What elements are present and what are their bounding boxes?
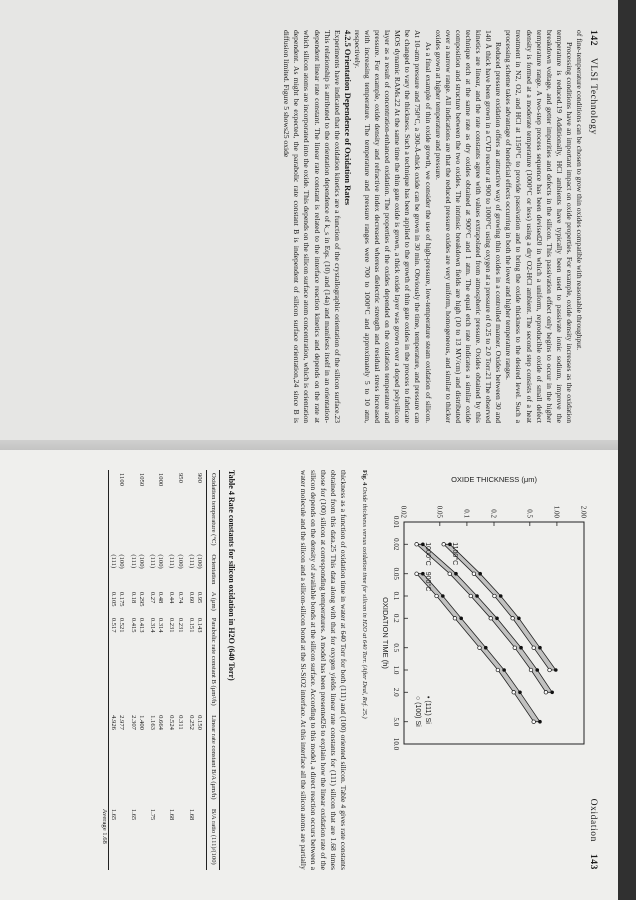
y-axis-label: OXIDE THICKNESS (μm) [451, 475, 537, 484]
table-header: Orientation [207, 551, 220, 588]
x-tick-label: 10.0 [392, 737, 400, 751]
table-cell: 0.175 [118, 591, 126, 607]
data-point-100 [472, 572, 476, 576]
data-point-111 [519, 646, 523, 650]
table-cell: (100) [118, 554, 126, 569]
data-point-100 [532, 646, 536, 650]
left-column-text [281, 30, 584, 423]
y-tick-label: 0.05 [435, 505, 444, 518]
table-cell: 1000 [157, 473, 165, 487]
data-point-100 [453, 616, 457, 620]
paragraph: of fine-temperature conditions can be chosen to grow thin oxides compatible with reasonable throughput. [575, 30, 584, 351]
table-cell: 0.44 [168, 591, 176, 604]
x-tick-label: 0.02 [392, 538, 400, 551]
table-cell: 0.521 [118, 617, 126, 633]
table-header: B/A ratio (111)/(100) [207, 806, 220, 870]
data-point-111 [554, 668, 558, 672]
table-cell [148, 470, 156, 551]
table-cell: 1050 [137, 473, 145, 487]
table-header-row [207, 470, 220, 870]
table-cell: (100) [176, 554, 184, 569]
table-cell: (100) [157, 554, 165, 569]
data-point-100 [489, 616, 493, 620]
table-cell: 2.307 [129, 715, 137, 730]
data-point-111 [518, 690, 522, 694]
right-running-title: Oxidation [588, 798, 598, 843]
x-axis-label: OXIDATION TIME (h) [381, 597, 390, 669]
data-point-111 [459, 616, 463, 620]
y-tick-label: 1.00 [552, 505, 561, 518]
y-tick-label: 0.2 [489, 509, 498, 518]
table-row [175, 470, 186, 870]
paragraph: Reduced pressure oxidation offers an attractive way of growing thin oxides in a controlled manner. Oxides between 30 and 140 Å thick have been grown in a CVD reactor at 900 to 1000°C using oxygen at a pressure of 0.25 to 2.0 Torr.21 The observed kinetics are linear, and the rate constants agree with values extrapolated from atmospheric pressure. Oxides obtained by this technique etch at the same rate as dry oxides obtained at 900°C and 1 atm. The equal etch rate indicates a similar oxide composition and structure between the two oxides. The intrinsic breakdown fields are high (10 to 13 MV/cm) and distributed over a narrow range. All indications are that the reduced pressure oxides are very uniform, homogeneous, and similar to thicker oxides grown at higher temperature and pressure. [433, 30, 504, 423]
x-tick-label: 0.5 [392, 643, 400, 653]
paragraph: thickness as a function of oxidation time in water at 640 Torr for both (111) and (100) oriented silicon. Table 4 gives rate constants obtained from this data.25 This data along with that for oxygen yields linear rate constants for (111) silicon that are 1.68 times those for (100) silicon at corresponding temperatures. A model has been presented26 to explain how the linear oxidation rate of the silicon depends on the density of available bonds at the silicon surface. According to this model, a direct reaction occurs between a water molecule and the silicon and a silicon-silicon bond at the Si-SiO2 interface. At this interface all the silicon atoms are partially [298, 470, 348, 870]
series-band [444, 544, 556, 670]
table-row [195, 470, 207, 870]
table-cell: 0.415 [129, 617, 137, 633]
table-cell [175, 806, 186, 870]
table-cell: 0.18 [129, 591, 137, 604]
data-point-111 [502, 668, 506, 672]
table-row [148, 470, 156, 870]
right-column-text [298, 470, 348, 870]
data-point-111 [538, 646, 542, 650]
table-cell: (111) [110, 554, 118, 569]
left-running-title: VLSI Technology [588, 57, 598, 135]
data-point-100 [548, 668, 552, 672]
data-point-111 [550, 690, 554, 694]
table-cell: 1.400 [137, 715, 145, 730]
table-cell [108, 470, 117, 551]
x-tick-label: 0.05 [392, 567, 400, 580]
right-running-head [588, 799, 598, 870]
table-cell: 1.75 [148, 808, 156, 821]
table-cell [167, 470, 175, 551]
table-cell: (111) [148, 554, 156, 569]
table-cell: 1.68 [187, 808, 195, 821]
table-cell: 0.95 [196, 591, 203, 604]
table-cell: (111) [168, 554, 176, 569]
table-cell [117, 806, 128, 870]
data-point-100 [496, 668, 500, 672]
right-page-number: 143 [588, 853, 598, 870]
x-tick-label: 0.01 [392, 515, 400, 529]
data-point-100 [512, 690, 516, 694]
table-row [108, 470, 117, 870]
table-cell: 900 [196, 473, 203, 483]
table-cell: 2.977 [118, 715, 126, 730]
table-cell: 0.314 [148, 617, 156, 633]
data-point-100 [442, 542, 446, 546]
data-point-111 [517, 616, 521, 620]
left-page-number: 142 [588, 30, 598, 47]
table-cell: 1.68 [168, 808, 176, 821]
series-label: 1000°C [423, 542, 431, 566]
table-header: Linear rate constant B/A (μm/h) [207, 712, 220, 806]
data-point-100 [532, 720, 536, 724]
table-row [167, 470, 175, 870]
table-cell: (100) [196, 554, 203, 569]
table-cell [128, 470, 136, 551]
y-tick-label: 0.5 [525, 509, 534, 518]
x-tick-label: 0.2 [392, 613, 400, 623]
table-row [137, 470, 148, 870]
table-average: Average 1.68 [100, 806, 109, 870]
table-cell: 0.231 [176, 617, 184, 633]
table-cell: 0.48 [157, 591, 165, 604]
table-cell: 0.314 [157, 617, 165, 633]
table-header: Oxidation temperature (°C) [207, 470, 220, 551]
y-tick-label: 2.00 [579, 505, 588, 518]
book-spine-edge [618, 0, 636, 900]
paragraph: As a final example of thin oxide growth, we consider the use of high-pressure, low-temperature steam oxidation of silicon. At 10-atm pressure and 750°C, a 300-Å-thick oxide can be grown in 30 min. Obviously the time, temperature, and pressure can be changed to vary the thickness. Such a technique has been applied to the growth of thin gate oxides in the process to fabricate MOS dynamic RAMs.22 At the same time the thin gate oxide is grown, a thick oxide layer was grown over a doped polysilicon layer as a result of concentration-enhanced oxidation. The properties of the oxides depended on the oxidation temperature and pressure. For example, oxide density and refractive index decreased whereas dielectric strength and residual stress increased with increasing temperature. The temperature and pressure ranges were 700 to 1000°C and approximately 5 to 10 atm, respectively. [352, 30, 433, 423]
table-cell: 1100 [118, 473, 126, 486]
table-header: A (μm) [207, 589, 220, 615]
table-cell: 0.150 [196, 715, 203, 730]
table-cell: 1.163 [148, 715, 156, 730]
data-point-100 [513, 646, 517, 650]
table-row [117, 470, 128, 870]
table-cell: 0.252 [187, 715, 195, 730]
table-cell: 0.664 [157, 715, 165, 730]
table-cell: 0.413 [137, 617, 145, 633]
data-point-100 [529, 668, 533, 672]
data-point-111 [454, 572, 458, 576]
series-label: 900°C [423, 571, 431, 592]
x-tick-label: 2.0 [392, 687, 400, 697]
table-cell: (111) [187, 554, 195, 569]
left-page [0, 0, 618, 450]
data-point-111 [535, 668, 539, 672]
data-point-111 [499, 594, 503, 598]
table-cell: 1.65 [129, 808, 137, 821]
x-tick-label: 1.0 [392, 665, 400, 675]
table-cell [156, 806, 167, 870]
table-cell: 0.151 [187, 617, 195, 633]
data-point-100 [448, 572, 452, 576]
table-cell: 0.143 [196, 617, 203, 633]
figure-caption-text: Oxide thickness versus oxidation time for silicon in H2O at 640 Torr. (After Deal, Ref. 25.) [361, 486, 368, 719]
figure-caption-number: Fig. 4 [361, 470, 368, 486]
legend-entry: • (111) Si [424, 696, 431, 724]
table-cell: 0.311 [176, 715, 184, 730]
table-body [100, 470, 207, 870]
data-point-111 [495, 616, 499, 620]
table-cell: 1.65 [110, 808, 118, 821]
table-row [156, 470, 167, 870]
data-point-111 [478, 572, 482, 576]
table-header: Parabolic rate constant B (μm²/h) [207, 615, 220, 712]
data-point-100 [511, 616, 515, 620]
table-row [187, 470, 195, 870]
rate-constants-table [100, 470, 220, 870]
data-point-100 [415, 572, 419, 576]
table-cell [187, 470, 195, 551]
table-cell: (100) [137, 554, 145, 569]
table-cell [137, 806, 148, 870]
table-title: Table 4 Rate constants for silicon oxidation in H2O (640 Torr) [227, 470, 236, 681]
data-point-100 [544, 690, 548, 694]
table-cell: 0.231 [168, 617, 176, 633]
table-cell: 0.60 [187, 591, 195, 604]
table-row [128, 470, 136, 870]
table-cell: 4.926 [110, 715, 118, 730]
section-heading: 4.2.5 Orientation Dependence of Oxidation Rates [342, 30, 352, 206]
left-running-head [588, 30, 598, 135]
x-tick-label: 0.1 [392, 591, 400, 601]
data-point-100 [415, 542, 419, 546]
table-cell: 0.27 [148, 591, 156, 604]
data-point-111 [475, 594, 479, 598]
table-cell: 0.524 [168, 715, 176, 730]
table-cell: (111) [129, 554, 137, 569]
y-tick-label: 0.1 [462, 509, 471, 518]
data-point-100 [469, 594, 473, 598]
table-cell: 0.74 [176, 591, 184, 604]
paragraph: Processing conditions have an important impact on oxide properties. For example, oxide density increases as the oxidation temperature is reduced.19 Additionally, HCl ambients have typically been used to passivate ionic sodium, improve the breakdown voltage, and getter impurities and defects in the silicon. This passivation effect only begins to occur in the higher temperature range. A two-step process sequence has been devised20 in which a uniform, reproducible oxide of small defect density is formed at a moderate temperature (1000°C or less) using a dry O2-HCl ambient. The second step consists of a heat treatment in N2, O2, and HCl at 1150°C to provide passivation and to bring the oxide thickness to the desired level. Such a processing scheme takes advantage of beneficial effects occurring in both the lower and higher temperature ranges. [504, 30, 574, 423]
x-tick-label: 5.0 [392, 717, 400, 727]
table-cell: 0.105 [110, 591, 118, 607]
table-cell: 0.295 [137, 591, 145, 607]
table-cell: 950 [176, 473, 184, 483]
data-point-111 [441, 594, 445, 598]
data-point-100 [435, 594, 439, 598]
series-label: 1100°C [450, 542, 458, 566]
paragraph: Experiments have indicated that the oxidation kinetics are a function of the crystallographic orientation of the silicon surface.23 This relationship is attributed to the orientation dependence of k_s in Eqs. (10) and (14a) and manifests itself in an orientation-dependent linear rate constant. The linear rate constant is related to the interface reaction kinetics and depends on the rate at which silicon atoms are incorporated into the oxide. This depends on the silicon surface atom concentration, which is orientation dependent. As might be expected, the parabolic rate constant B is independent of silicon surface orientation,24 since B is diffusion limited. Figure 5 shows25 oxide [282, 30, 342, 423]
data-point-111 [538, 720, 542, 724]
table-cell: 0.517 [110, 617, 118, 633]
table-average-row [100, 470, 109, 870]
legend-entry: ○ (100) Si [414, 696, 421, 727]
data-point-100 [493, 594, 497, 598]
y-tick-label: 0.02 [399, 505, 408, 518]
table-cell [195, 806, 207, 870]
oxide-thickness-chart [366, 470, 596, 800]
figure-caption [360, 470, 368, 770]
oxide-thickness-figure [366, 470, 596, 800]
data-point-111 [484, 646, 488, 650]
data-point-100 [478, 646, 482, 650]
